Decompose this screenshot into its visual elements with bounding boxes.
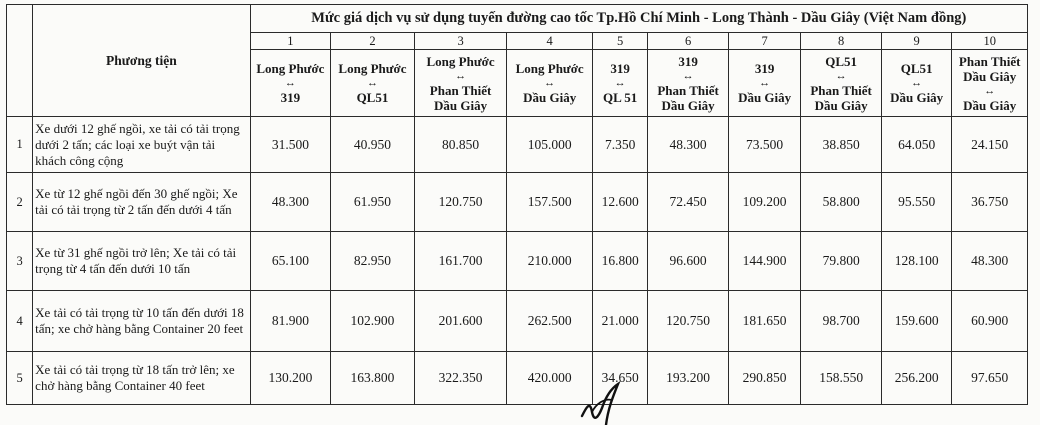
column-number: 10 [952, 33, 1028, 50]
row-index: 5 [7, 352, 33, 405]
fee-value: 58.800 [801, 173, 882, 232]
fee-value: 82.950 [331, 232, 415, 291]
fee-value: 193.200 [648, 352, 729, 405]
fee-value: 97.650 [952, 352, 1028, 405]
fee-value: 98.700 [801, 291, 882, 352]
fee-value: 181.650 [728, 291, 800, 352]
fee-value: 120.750 [414, 173, 507, 232]
table-row [7, 117, 1028, 173]
fee-value: 102.900 [331, 291, 415, 352]
fee-value: 31.500 [250, 117, 331, 173]
fee-value: 157.500 [507, 173, 593, 232]
table-row [7, 352, 1028, 405]
fee-value: 256.200 [881, 352, 951, 405]
table-body [7, 117, 1028, 405]
route-header [414, 50, 507, 117]
route-to: Dầu Giây [890, 90, 944, 105]
route-arrow: ↔ [911, 77, 923, 89]
table-title: Mức giá dịch vụ sử dụng tuyến đường cao tốc Tp.Hồ Chí Minh - Long Thành - Dầu Giây (Việt Nam đồng) [250, 5, 1027, 33]
route-arrow: ↔ [759, 77, 771, 89]
fee-value: 80.850 [414, 117, 507, 173]
route-header [250, 50, 331, 117]
row-index: 4 [7, 291, 33, 352]
route-header [952, 50, 1028, 117]
column-number: 1 [250, 33, 331, 50]
route-from: 319 [678, 53, 698, 69]
row-index: 1 [7, 117, 33, 173]
fee-value: 36.750 [952, 173, 1028, 232]
vehicle-description: Xe từ 31 ghế ngồi trở lên; Xe tải có tải trọng từ 4 tấn đến dưới 10 tấn [33, 232, 250, 291]
table-row [7, 173, 1028, 232]
route-to: Dầu Giây [963, 97, 1017, 113]
vehicle-description: Xe dưới 12 ghế ngồi, xe tải có tải trọng dưới 2 tấn; các loại xe buýt vận tải khách công cộng [33, 117, 250, 173]
fee-value: 130.200 [250, 352, 331, 405]
fee-value: 81.900 [250, 291, 331, 352]
fee-value: 262.500 [507, 291, 593, 352]
fee-value: 16.800 [592, 232, 647, 291]
route-to: Dầu Giây [523, 90, 577, 105]
column-number: 2 [331, 33, 415, 50]
fee-value: 201.600 [414, 291, 507, 352]
route-header [801, 50, 882, 117]
route-to: Phan Thiết Dầu Giây [657, 82, 719, 113]
fee-value: 79.800 [801, 232, 882, 291]
fee-value: 34.650 [592, 352, 647, 405]
route-arrow: ↔ [284, 77, 296, 89]
fee-value: 48.300 [952, 232, 1028, 291]
fee-value: 109.200 [728, 173, 800, 232]
fee-value: 163.800 [331, 352, 415, 405]
fee-value: 24.150 [952, 117, 1028, 173]
fee-value: 72.450 [648, 173, 729, 232]
fee-value: 322.350 [414, 352, 507, 405]
route-arrow: ↔ [682, 69, 694, 82]
route-to: QL 51 [602, 90, 638, 105]
route-header [881, 50, 951, 117]
fee-value: 38.850 [801, 117, 882, 173]
column-number: 9 [881, 33, 951, 50]
route-arrow: ↔ [544, 77, 556, 89]
fee-value: 96.600 [648, 232, 729, 291]
vehicle-description: Xe tải có tải trọng từ 18 tấn trở lên; xe chở hàng bằng Container 40 feet [33, 352, 250, 405]
fee-value: 21.000 [592, 291, 647, 352]
row-index: 3 [7, 232, 33, 291]
route-from: Phan Thiết Dầu Giây [958, 53, 1021, 84]
fee-value: 120.750 [648, 291, 729, 352]
fee-value: 65.100 [250, 232, 331, 291]
route-to: Phan Thiết Dầu Giây [810, 82, 872, 113]
table-row [7, 232, 1028, 291]
fee-value: 161.700 [414, 232, 507, 291]
fee-value: 64.050 [881, 117, 951, 173]
fee-value: 73.500 [728, 117, 800, 173]
fee-value: 210.000 [507, 232, 593, 291]
toll-fee-table [6, 4, 1028, 405]
fee-value: 12.600 [592, 173, 647, 232]
column-number: 6 [648, 33, 729, 50]
route-to: 319 [280, 90, 301, 105]
route-header [331, 50, 415, 117]
fee-value: 48.300 [648, 117, 729, 173]
column-number: 7 [728, 33, 800, 50]
route-from: Long Phước [426, 53, 495, 69]
fee-value: 144.900 [728, 232, 800, 291]
route-from: Long Phước [256, 61, 325, 76]
vehicle-header: Phương tiện [33, 5, 250, 117]
route-from: QL51 [825, 53, 858, 69]
handwritten-signature [578, 378, 638, 425]
route-header [728, 50, 800, 117]
column-number: 3 [414, 33, 507, 50]
fee-value: 420.000 [507, 352, 593, 405]
route-from: QL51 [900, 61, 933, 76]
route-from: 319 [754, 61, 775, 76]
route-arrow: ↔ [366, 77, 378, 89]
column-number: 8 [801, 33, 882, 50]
fee-value: 95.550 [881, 173, 951, 232]
route-header [592, 50, 647, 117]
route-to: Dầu Giây [738, 90, 792, 105]
fee-value: 40.950 [331, 117, 415, 173]
table-row [7, 291, 1028, 352]
fee-value: 60.900 [952, 291, 1028, 352]
row-index: 2 [7, 173, 33, 232]
fee-value: 61.950 [331, 173, 415, 232]
fee-value: 105.000 [507, 117, 593, 173]
route-to: QL51 [356, 90, 389, 105]
vehicle-description: Xe tải có tải trọng từ 10 tấn đến dưới 18 tấn; xe chở hàng bằng Container 20 feet [33, 291, 250, 352]
route-header [648, 50, 729, 117]
fee-value: 158.550 [801, 352, 882, 405]
fee-value: 290.850 [728, 352, 800, 405]
route-from: Long Phước [338, 61, 407, 76]
route-from: 319 [610, 61, 630, 76]
corner-cell [7, 5, 33, 117]
fee-value: 48.300 [250, 173, 331, 232]
column-number: 5 [592, 33, 647, 50]
fee-value: 7.350 [592, 117, 647, 173]
route-from: Long Phước [515, 61, 584, 76]
route-arrow: ↔ [455, 69, 467, 82]
fee-value: 159.600 [881, 291, 951, 352]
vehicle-description: Xe từ 12 ghế ngồi đến 30 ghế ngồi; Xe tải có tải trọng từ 2 tấn đến dưới 4 tấn [33, 173, 250, 232]
route-to: Phan Thiết Dầu Giây [429, 82, 492, 113]
route-arrow: ↔ [984, 84, 996, 97]
fee-value: 128.100 [881, 232, 951, 291]
column-number: 4 [507, 33, 593, 50]
route-header [507, 50, 593, 117]
route-arrow: ↔ [835, 69, 847, 82]
route-arrow: ↔ [614, 77, 626, 89]
